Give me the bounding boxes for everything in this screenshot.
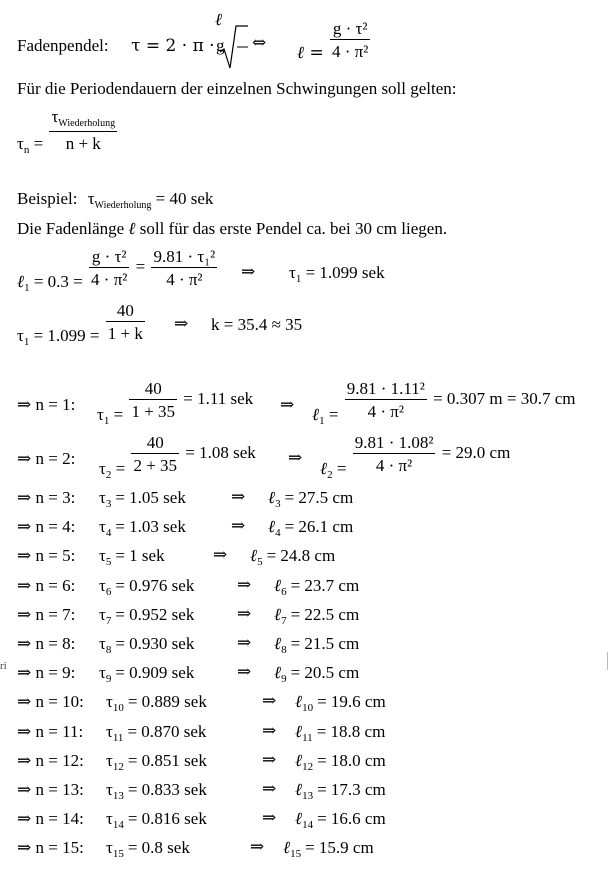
tau-n-fraction: $\frac{\tau_{Wiederholung}}{n + k}$ [51, 107, 116, 153]
row-index: ⇒ n = 4: [17, 517, 76, 536]
edge-fragment: ri [0, 660, 7, 672]
row-index: ⇒ n = 13: [17, 780, 84, 799]
row-index: ⇒ n = 9: [17, 663, 76, 682]
tau-definition: τ = 2 · π · [131, 35, 215, 56]
calc1-fraction-b: $\frac{\text{9.81 · τ₁²}}{\text{4 · π²}}$ [153, 247, 216, 289]
row-n1: ⇒ n = 1: [17, 395, 76, 414]
pendulum-label: Fadenpendel: [17, 35, 109, 55]
sqrt-denominator: g [216, 36, 225, 55]
row-tau: $\tau_{15} = 0.8$ sek [106, 838, 190, 860]
arrow-icon: ⇒ [262, 779, 277, 799]
row-n1-ell: ℓ$_1$ = $\frac{\text{9.81 · 1.11²}}{\text{4 · π²}}$ = 0.307 m = 30.7 cm [312, 379, 576, 427]
row-ell: ℓ$_6$ = 23.7 cm [274, 576, 360, 598]
row-tau: $\tau_{10} = 0.889$ sek [106, 692, 207, 714]
arrow-icon: ⇒ [237, 575, 252, 595]
example-line: Beispiel: $\tau_{Wiederholung} = 40$ sek [17, 189, 214, 211]
arrow-icon: ⇒ [174, 314, 189, 334]
row-n2-ell: ℓ$_2$ = $\frac{\text{9.81 · 1.08²}}{\text{4 · π²}}$ = 29.0 cm [320, 433, 511, 481]
arrow-icon: ⇒ [241, 262, 256, 282]
row-index: ⇒ n = 14: [17, 809, 84, 828]
row-tau: $\tau_6 = 0.976$ sek [99, 576, 195, 598]
arrow-icon: ⇒ [237, 662, 252, 682]
arrow-icon: ⇒ [262, 750, 277, 770]
row-tau: $\tau_{14} = 0.816$ sek [106, 809, 207, 831]
row-tau: $\tau_4 = 1.03$ sek [99, 517, 186, 539]
row-index: ⇒ n = 3: [17, 488, 76, 507]
row-tau: $\tau_{13} = 0.833$ sek [106, 780, 207, 802]
calc1-result: $\tau_1 = 1.099$ sek [289, 263, 385, 285]
row1-ell-fraction: $\frac{\text{9.81 · 1.11²}}{\text{4 · π²}}$ [346, 379, 425, 421]
row-tau: $\tau_9 = 0.909$ sek [99, 663, 195, 685]
calc-ell1: ℓ$_1$ = 0.3 = $\frac{\text{g · τ²}}{\text{4 · π²}}$ = $\frac{\text{9.81 · τ₁²}}{\text{4 · π²}}$ [17, 247, 216, 294]
length-fraction: $\frac{\text{g · τ²}}{\text{4 · π²}}$ [331, 19, 369, 61]
row-index: ⇒ n = 10: [17, 692, 84, 711]
row-index: ⇒ n = 11: [17, 722, 84, 741]
row-ell: ℓ$_3$ = 27.5 cm [268, 488, 354, 510]
row-index: ⇒ n = 8: [17, 634, 76, 653]
arrow-icon: ⇒ [237, 633, 252, 653]
tau-n-formula: $\tau_n$ = $\frac{\tau_{Wiederholung}}{n + k}$ [17, 107, 116, 156]
intro-text: Für die Periodendauern der einzelnen Schwingungen soll gelten: [17, 79, 457, 98]
row-ell: ℓ$_{15}$ = 15.9 cm [283, 838, 374, 860]
row-n1-tau: $\tau_1$ = $\frac{40}{1 + 35}$ = 1.11 sek [97, 379, 254, 427]
calc2-fraction: $\frac{40}{1 + k}$ [107, 301, 143, 343]
arrow-icon: ⇒ [262, 721, 277, 741]
row-index: ⇒ n = 12: [17, 751, 84, 770]
row-tau: $\tau_5 = 1$ sek [99, 546, 165, 568]
arrow-icon: ⇒ [231, 487, 246, 507]
arrow-icon: ⇒ [288, 448, 303, 468]
length-text: Die Fadenlänge ℓ soll für das erste Pendel ca. bei 30 cm liegen. [17, 219, 448, 239]
row1-tau-fraction: $\frac{40}{1 + 35}$ [131, 379, 176, 421]
row-ell: ℓ$_{11}$ = 18.8 cm [295, 722, 386, 744]
equivalence-icon: ⇔ [252, 33, 267, 53]
calc1-fraction-a: $\frac{\text{g · τ²}}{\text{4 · π²}}$ [91, 247, 128, 289]
row-tau: $\tau_3 = 1.05$ sek [99, 488, 186, 510]
pendulum-formula [17, 10, 249, 70]
row-ell: ℓ$_7$ = 22.5 cm [274, 605, 360, 627]
row-ell: ℓ$_{13}$ = 17.3 cm [295, 780, 386, 802]
row-tau: $\tau_7 = 0.952$ sek [99, 605, 195, 627]
row2-tau-fraction: $\frac{40}{2 + 35}$ [133, 433, 178, 475]
row-ell: ℓ$_9$ = 20.5 cm [274, 663, 360, 685]
calc-k: $\tau_1 = 1.099$ = $\frac{40}{1 + k}$ [17, 301, 143, 348]
arrow-icon: ⇒ [280, 395, 295, 415]
row-ell: ℓ$_4$ = 26.1 cm [268, 517, 354, 539]
length-formula: ℓ = $\frac{\text{g · τ²}}{\text{4 · π²}}$ [297, 19, 369, 63]
arrow-icon: ⇒ [262, 691, 277, 711]
calc2-result: k = 35.4 ≈ 35 [211, 315, 303, 334]
row-n2-tau: $\tau_2$ = $\frac{40}{2 + 35}$ = 1.08 sek [99, 433, 256, 481]
arrow-icon: ⇒ [213, 545, 228, 565]
row-ell: ℓ$_{10}$ = 19.6 cm [295, 692, 386, 714]
row-ell: ℓ$_{14}$ = 16.6 cm [295, 809, 386, 831]
row-tau: $\tau_{12} = 0.851$ sek [106, 751, 207, 773]
arrow-icon: ⇒ [250, 837, 265, 857]
row-ell: ℓ$_{12}$ = 18.0 cm [295, 751, 386, 773]
arrow-icon: ⇒ [231, 516, 246, 536]
row-tau: $\tau_{11} = 0.870$ sek [106, 722, 207, 744]
row-n2: ⇒ n = 2: [17, 449, 76, 468]
row-tau: $\tau_8 = 0.930$ sek [99, 634, 195, 656]
sqrt-numerator: ℓ [215, 10, 223, 30]
row-index: ⇒ n = 7: [17, 605, 76, 624]
arrow-icon: ⇒ [237, 604, 252, 624]
row-index: ⇒ n = 6: [17, 576, 76, 595]
row2-ell-fraction: $\frac{\text{9.81 · 1.08²}}{\text{4 · π²}}$ [354, 433, 434, 475]
arrow-icon: ⇒ [262, 808, 277, 828]
row-ell: ℓ$_8$ = 21.5 cm [274, 634, 360, 656]
row-index: ⇒ n = 5: [17, 546, 76, 565]
row-index: ⇒ n = 15: [17, 838, 84, 857]
row-ell: ℓ$_5$ = 24.8 cm [250, 546, 336, 568]
